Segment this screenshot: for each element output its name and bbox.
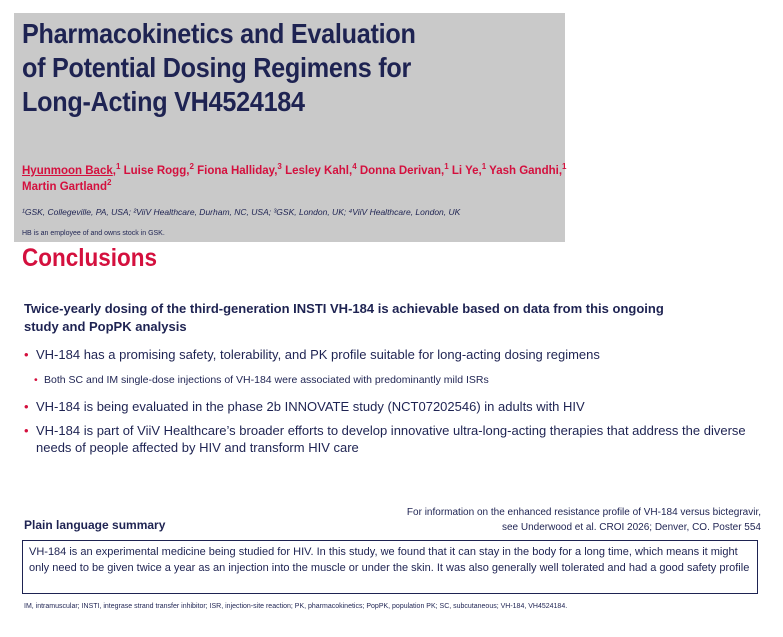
author-name: Donna Derivan	[359, 165, 442, 177]
sub-bullet-item	[34, 372, 774, 389]
author-affiliation-mark: 1	[481, 162, 487, 172]
title-line: of Potential Dosing Regimens for	[22, 52, 411, 83]
title-line: Pharmacokinetics and Evaluation	[22, 18, 416, 49]
author-affiliation-mark: 3	[277, 162, 282, 172]
author-list: Hyunmoon Back,$^1$ Luise Rogg,$^2$ Fiona Halliday,$^3$ Lesley Kahl,$^4$ Donna Derivan,$^1$ Li Ye,$^1$ Yash Gandhi,$^1$ Martin Gartland$^2$	[22, 162, 567, 193]
bullet-dot-icon: •	[24, 347, 29, 362]
bullet-item	[24, 398, 764, 415]
author-affiliation-mark: 2	[189, 162, 194, 172]
author-affiliation-mark: 1	[562, 162, 567, 172]
bullet-item	[24, 422, 764, 456]
plain-language-box	[22, 540, 758, 594]
bullet-text: VH-184 is part of ViiV Healthcare’s broader efforts to develop innovative ultra-long-acting therapies that address the diverse needs of people affected by HIV and transform HIV care	[36, 423, 746, 455]
bullet-text: VH-184 is being evaluated in the phase 2b INNOVATE study (NCT07202546) in adults with HIV	[36, 399, 585, 414]
author-affiliation-mark: 2	[106, 178, 112, 188]
bullet-text: Both SC and IM single-dose injections of VH-184 were associated with predominantly mild ISRs	[44, 374, 489, 386]
lead-line: study and PopPK analysis	[24, 319, 187, 334]
conclusions-heading: Conclusions	[22, 244, 158, 272]
poster-title	[22, 17, 499, 119]
bullet-text: VH-184 has a promising safety, tolerability, and PK profile suitable for long-acting dosing regimens	[36, 347, 600, 362]
author-name: Yash Gandhi	[489, 165, 559, 177]
lead-line: Twice-yearly dosing of the third-generation INSTI VH-184 is achievable based on data from this ongoing	[24, 301, 664, 316]
bullet-dot-icon: •	[24, 399, 29, 414]
info-line: see Underwood et al. CROI 2026; Denver, CO. Poster 554	[501, 522, 761, 533]
author-name: Martin Gartland	[22, 181, 107, 193]
affiliations: ¹GSK, Collegeville, PA, USA; ²ViiV Healthcare, Durham, NC, USA; ³GSK, London, UK; ⁴ViiV Healthcare, London, UK	[22, 207, 461, 217]
author-affiliation-mark: 1	[115, 162, 121, 172]
abbreviations-footnote: IM, intramuscular; INSTI, integrase strand transfer inhibitor; ISR, injection-site reaction; PK, pharmacokinetics; PopPK, population PK; SC, subcutaneous; VH-184, VH4524184.	[24, 603, 568, 610]
plain-language-text: VH-184 is an experimental medicine being studied for HIV. In this study, we found that it can stay in the body for a long time, which means it might only need to be given twice a year as an injection into the muscle or under the skin. It was also generally well tolerated and had a good safety profile	[29, 546, 750, 574]
author-name: Fiona Halliday	[197, 165, 275, 177]
author-affiliation-mark: 4	[352, 162, 357, 172]
author-name: Hyunmoon Back	[22, 165, 113, 177]
bullet-dot-icon: •	[34, 374, 38, 386]
author-affiliation-mark: 1	[444, 162, 449, 172]
author-name: Luise Rogg	[123, 165, 187, 177]
resistance-info-note	[407, 505, 761, 535]
conclusions-lead	[24, 300, 764, 336]
author-name: Li Ye	[451, 165, 479, 177]
disclosure-note: HB is an employee of and owns stock in GSK.	[22, 230, 165, 237]
bullet-item	[24, 346, 764, 363]
bullet-dot-icon: •	[24, 423, 29, 438]
info-line: For information on the enhanced resistance profile of VH-184 versus bictegravir,	[406, 507, 761, 518]
plain-language-heading: Plain language summary	[24, 518, 166, 532]
author-name: Lesley Kahl	[285, 165, 349, 177]
title-line: Long-Acting VH4524184	[22, 86, 305, 117]
